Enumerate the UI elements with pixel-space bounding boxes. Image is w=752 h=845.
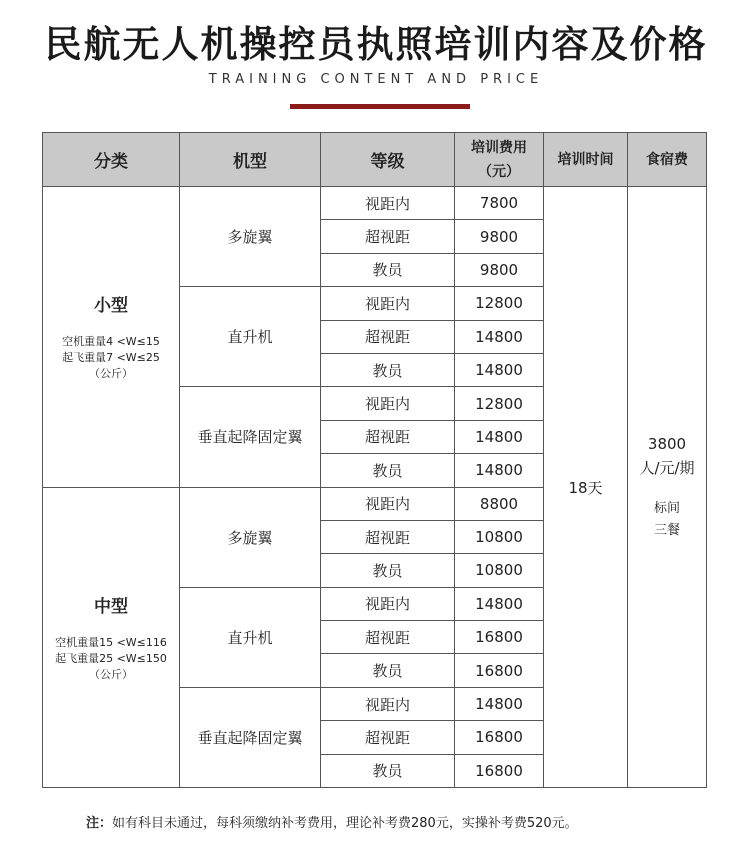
header-fee-line1: 培训费用 — [471, 139, 527, 156]
level-cell: 超视距 — [321, 621, 455, 654]
lodging-note-1: 标间 — [653, 501, 680, 517]
level-cell: 超视距 — [321, 420, 455, 453]
fee-cell: 10800 — [455, 520, 544, 553]
category-note-2: 起飞重量7 <W≤25 — [62, 351, 160, 365]
level-cell: 超视距 — [321, 220, 455, 253]
lodging-cell — [628, 187, 707, 788]
page-title: 民航无人机操控员执照培训内容及价格 — [44, 23, 708, 66]
header-fee-line2: （元） — [478, 163, 520, 180]
level-cell: 教员 — [321, 253, 455, 286]
category-name: 小型 — [94, 296, 128, 317]
fee-cell: 10800 — [455, 554, 544, 587]
level-cell: 教员 — [321, 353, 455, 386]
footer-note — [86, 812, 578, 831]
fee-cell: 16800 — [455, 721, 544, 754]
fee-cell: 9800 — [455, 253, 544, 286]
footer-note-text: 如有科目未通过，每科须缴纳补考费用，理论补考费280元，实操补考费520元。 — [112, 816, 578, 831]
level-cell: 教员 — [321, 654, 455, 687]
fee-cell: 16800 — [455, 621, 544, 654]
level-cell: 视距内 — [321, 287, 455, 320]
fee-cell: 16800 — [455, 654, 544, 687]
fee-cell: 9800 — [455, 220, 544, 253]
category-note-3: （公斤） — [89, 667, 133, 681]
level-cell: 视距内 — [321, 687, 455, 720]
fee-cell: 14800 — [455, 420, 544, 453]
model-cell: 多旋翼 — [180, 487, 321, 587]
model-cell: 多旋翼 — [180, 187, 321, 287]
model-cell: 垂直起降固定翼 — [180, 387, 321, 487]
model-cell: 直升机 — [180, 287, 321, 387]
fee-cell: 14800 — [455, 454, 544, 487]
level-cell: 视距内 — [321, 187, 455, 220]
fee-cell: 12800 — [455, 387, 544, 420]
fee-cell: 14800 — [455, 320, 544, 353]
fee-cell: 14800 — [455, 587, 544, 620]
level-cell: 教员 — [321, 554, 455, 587]
fee-cell: 14800 — [455, 687, 544, 720]
fee-cell: 16800 — [455, 754, 544, 787]
model-cell: 垂直起降固定翼 — [180, 687, 321, 787]
price-table — [42, 132, 707, 788]
level-cell: 视距内 — [321, 587, 455, 620]
model-cell: 直升机 — [180, 587, 321, 687]
fee-cell: 12800 — [455, 287, 544, 320]
fee-cell: 14800 — [455, 353, 544, 386]
header-lodging: 食宿费 — [628, 133, 707, 187]
category-note-1: 空机重量15 <W≤116 — [55, 635, 167, 649]
category-name: 中型 — [94, 596, 128, 617]
level-cell: 视距内 — [321, 487, 455, 520]
fee-cell: 8800 — [455, 487, 544, 520]
category-cell — [43, 187, 180, 488]
category-note-2: 起飞重量25 <W≤150 — [55, 651, 167, 665]
footer-note-label: 注： — [86, 816, 113, 831]
fee-cell: 7800 — [455, 187, 544, 220]
level-cell: 超视距 — [321, 721, 455, 754]
category-note-1: 空机重量4 <W≤15 — [62, 335, 160, 349]
level-cell: 视距内 — [321, 387, 455, 420]
level-cell: 超视距 — [321, 520, 455, 553]
level-cell: 教员 — [321, 454, 455, 487]
lodging-price: 3800 — [647, 435, 687, 454]
header-category: 分类 — [43, 133, 180, 187]
header-level: 等级 — [321, 133, 455, 187]
category-cell — [43, 487, 180, 788]
header-fee — [455, 133, 544, 187]
header-row — [43, 133, 707, 187]
header-model: 机型 — [180, 133, 321, 187]
level-cell: 超视距 — [321, 320, 455, 353]
table-row — [43, 187, 707, 220]
category-note-3: （公斤） — [89, 367, 133, 381]
duration-cell: 18天 — [544, 187, 628, 788]
page-subtitle: TRAINING CONTENT AND PRICE — [208, 72, 544, 87]
lodging-unit: 人/元/期 — [639, 459, 695, 478]
header-duration: 培训时间 — [544, 133, 628, 187]
level-cell: 教员 — [321, 754, 455, 787]
title-underline — [290, 104, 470, 109]
lodging-note-2: 三餐 — [653, 523, 680, 539]
